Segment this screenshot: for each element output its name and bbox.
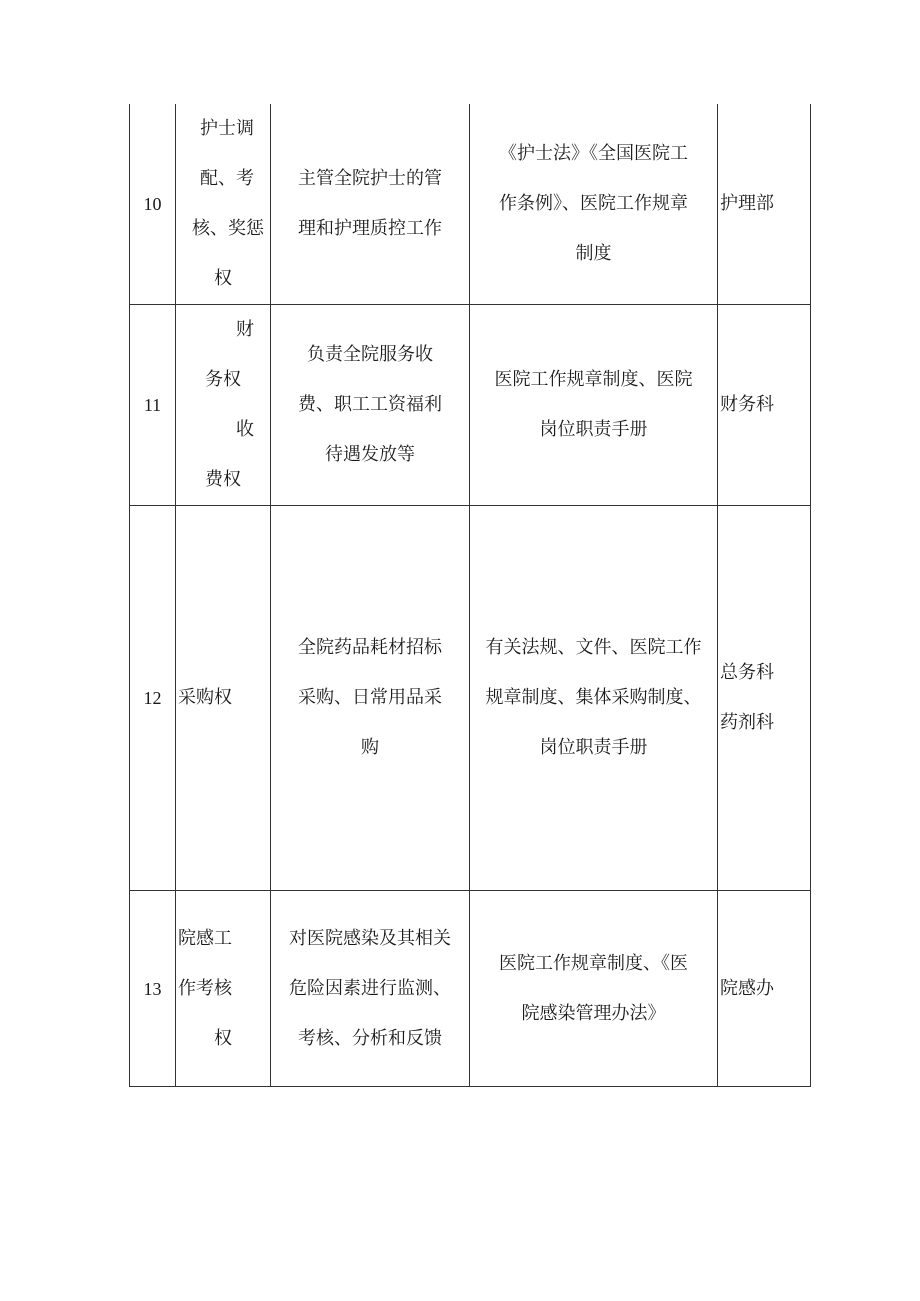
department-cell [718, 891, 811, 1087]
description-cell [271, 891, 470, 1087]
description-line: 对医院感染及其相关 [289, 927, 451, 949]
row-number: 11 [130, 305, 176, 506]
basis-line: 作条例》、医院工作规章 [499, 193, 688, 214]
basis-line: 有关法规、文件、医院工作 [485, 637, 702, 658]
description-line: 负责全院服务收 [307, 344, 433, 365]
description-line: 采购、日常用品采 [298, 687, 442, 708]
department-line: 药剂科 [720, 712, 774, 733]
description-line: 待遇发放等 [325, 444, 415, 465]
department-line: 护理部 [720, 193, 774, 214]
basis-line: 《护士法》《全国医院工 [499, 143, 688, 164]
row-number: 12 [130, 506, 176, 891]
basis-line: 医院工作规章制度、《医 [499, 952, 688, 974]
department-line: 总务科 [720, 662, 774, 683]
description-line: 费、职工工资福利 [298, 394, 442, 415]
row-number: 10 [130, 104, 176, 305]
authority-cell [176, 104, 271, 305]
basis-line: 岗位职责手册 [539, 737, 648, 758]
basis-line: 制度 [575, 243, 612, 264]
description-line: 危险因素进行监测、 [289, 977, 451, 999]
description-line: 购 [361, 737, 379, 758]
table-row [130, 104, 811, 305]
authority-cell [176, 891, 271, 1087]
authority-table [129, 104, 811, 1087]
authority-line: 作考核 [178, 977, 232, 999]
description-line: 理和护理质控工作 [298, 218, 442, 239]
authority-cell [176, 305, 271, 506]
description-line: 全院药品耗材招标 [298, 637, 442, 658]
authority-line: 采购权 [178, 687, 232, 708]
table-row [130, 305, 811, 506]
table-row [130, 506, 811, 891]
basis-cell [470, 305, 718, 506]
authority-line: 务权 [205, 369, 241, 390]
description-line: 主管全院护士的管 [298, 168, 442, 189]
basis-cell [470, 891, 718, 1087]
authority-line: 收 [236, 419, 254, 440]
description-cell [271, 506, 470, 891]
row-number: 13 [130, 891, 176, 1087]
description-cell [271, 104, 470, 305]
department-line: 财务科 [720, 394, 774, 415]
authority-line: 权 [214, 268, 232, 289]
department-line: 院感办 [720, 977, 774, 999]
description-line: 考核、分析和反馈 [298, 1027, 442, 1049]
authority-line: 配、考 [200, 168, 254, 189]
authority-line: 核、奖惩 [192, 218, 264, 239]
authority-line: 权 [214, 1027, 232, 1049]
authority-line: 院感工 [178, 927, 232, 949]
basis-cell [470, 104, 718, 305]
basis-cell [470, 506, 718, 891]
department-cell [718, 506, 811, 891]
authority-line: 财 [236, 319, 254, 340]
basis-line: 岗位职责手册 [539, 419, 648, 440]
table-row [130, 891, 811, 1087]
basis-line: 医院工作规章制度、医院 [494, 369, 693, 390]
authority-cell [176, 506, 271, 891]
authority-line: 费权 [205, 469, 241, 490]
description-cell [271, 305, 470, 506]
department-cell [718, 104, 811, 305]
basis-line: 规章制度、集体采购制度、 [485, 687, 702, 708]
department-cell [718, 305, 811, 506]
basis-line: 院感染管理办法》 [521, 1002, 666, 1024]
authority-line: 护士调 [200, 118, 254, 139]
